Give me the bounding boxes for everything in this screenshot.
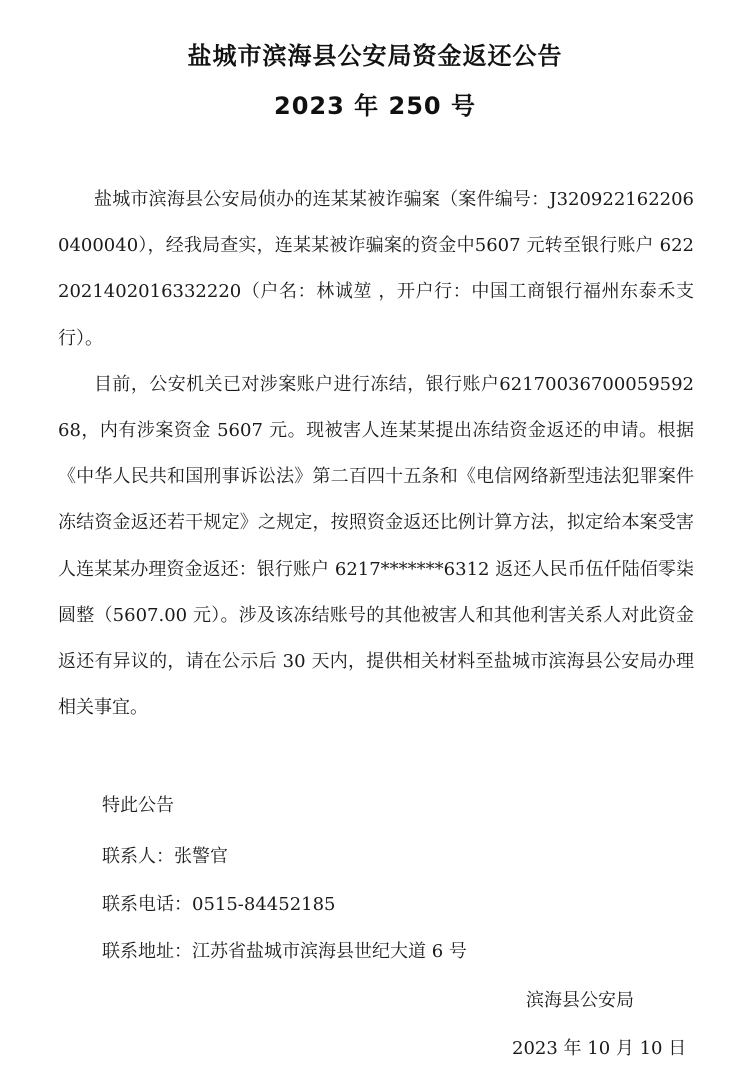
paragraph-refund-details: 目前，公安机关已对涉案账户进行冻结，银行账户6217003670005959268，内有涉案资金 5607 元。现被害人连某某提出冻结资金返还的申请。根据《中华人民共和国刑事诉讼法》第二百四十五条和《电信网络新型违法犯罪案件冻结资金返还若干规定》之规定，按照资金返还比例计算方法，拟定给本案受害人连某某办理资金返还：银行账户 6217*******6312 返还人民币伍仟陆佰零柒圆整（5607.00 元）。涉及该冻结账号的其他被害人和其他利害关系人对此资金返还有异议的，请在公示后 30 天内，提供相关材料至盐城市滨海县公安局办理相关事宜。 xyxy=(58,373,694,719)
contact-phone: 联系电话：0515-84452185 xyxy=(102,894,336,915)
notice-body xyxy=(58,177,694,731)
contact-person: 联系人：张警官 xyxy=(102,846,228,867)
page-title: 盐城市滨海县公安局资金返还公告 xyxy=(187,42,563,70)
issue-date: 2023 年 10 月 10 日 xyxy=(512,1038,687,1059)
contact-address: 联系地址：江苏省盐城市滨海县世纪大道 6 号 xyxy=(102,941,467,962)
closing-text: 特此公告 xyxy=(102,795,174,816)
issuer-name: 滨海县公安局 xyxy=(526,990,634,1011)
document-number: 2023 年 250 号 xyxy=(274,92,476,120)
paragraph-case-info: 盐城市滨海县公安局侦办的连某某被诈骗案（案件编号：J3209221622060400040），经我局查实，连某某被诈骗案的资金中5607 元转至银行账户 6222021402016332220（户名：林诚堃 ，开户行：中国工商银行福州东泰禾支行）。 xyxy=(58,189,694,349)
